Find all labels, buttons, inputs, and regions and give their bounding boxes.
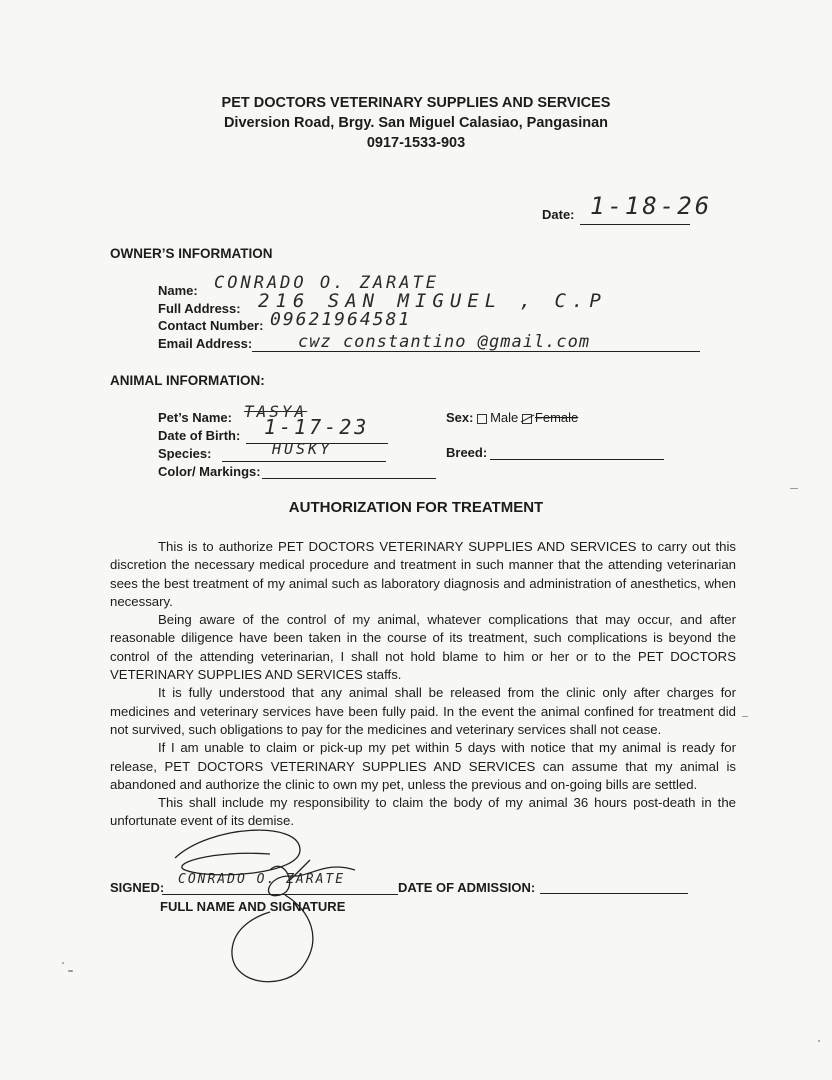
owner-heading: OWNER’S INFORMATION — [110, 246, 273, 261]
breed-line — [490, 459, 664, 460]
paper-speck — [818, 1040, 820, 1042]
signed-label: SIGNED: — [110, 880, 165, 895]
sex-field — [446, 410, 578, 425]
animal-heading: ANIMAL INFORMATION: — [110, 373, 265, 388]
owner-email-value: cwz constantino @gmail.com — [298, 332, 591, 352]
signature-scribble — [150, 820, 410, 1000]
male-checkbox[interactable] — [477, 414, 487, 424]
pet-name-value: TASYA — [244, 402, 308, 421]
signed-value: CONRADO O. ZARATE — [178, 872, 346, 887]
sex-male-label: Male — [490, 410, 519, 425]
sex-female-label: Female — [534, 410, 579, 425]
dob-label: Date of Birth: — [158, 428, 241, 443]
dob-value: 1-17-23 — [264, 415, 370, 439]
paper-speck — [62, 962, 64, 964]
color-label: Color/ Markings: — [158, 464, 261, 479]
sex-label: Sex: — [446, 410, 474, 425]
date-label: Date: — [542, 207, 575, 222]
date-line — [580, 224, 690, 225]
pet-name-label: Pet’s Name: — [158, 410, 232, 425]
owner-address-value: 216 SAN MIGUEL , C.P — [258, 290, 607, 312]
owner-address-label: Full Address: — [158, 301, 241, 316]
owner-email-label: Email Address: — [158, 336, 253, 351]
female-checkbox[interactable] — [522, 414, 532, 424]
business-address: Diversion Road, Brgy. San Miguel Calasiao, Pangasinan — [223, 115, 609, 131]
species-line — [222, 461, 386, 462]
authorization-paragraph: This is to authorize PET DOCTORS VETERINARY SUPPLIES AND SERVICES to carry out this discretion the necessary medical procedure and treatment in such manner that the attending veterinarian sees the best treatment of my animal such as laboratory diagnosis and administration of anesthetics, when necessary. — [110, 539, 736, 609]
full-name-label: FULL NAME AND SIGNATURE — [160, 899, 346, 914]
authorization-body — [110, 538, 736, 831]
owner-name-label: Name: — [158, 283, 198, 298]
owner-contact-label: Contact Number: — [158, 318, 264, 333]
date-value: 1-18-26 — [590, 192, 713, 220]
authorization-paragraph: If I am unable to claim or pick-up my pet within 5 days with notice that my animal is ready for release, PET DOCTORS VETERINARY SUPPLIES AND SERVICES can assume that my animal is abandoned and authorize the clinic to own my pet, unless the previous and on-going bills are settled. — [110, 740, 736, 792]
breed-label: Breed: — [446, 445, 488, 460]
color-line — [262, 478, 436, 479]
owner-contact-value: 09621964581 — [270, 309, 412, 330]
paper-speck — [742, 716, 748, 717]
owner-name-value: CONRADO O. ZARATE — [214, 273, 439, 293]
species-label: Species: — [158, 446, 212, 461]
species-value: HUSKY — [272, 440, 333, 458]
paper-speck — [68, 970, 73, 972]
authorization-paragraph: It is fully understood that any animal shall be released from the clinic only after charges for medicines and veterinary services have been fully paid. In the event the animal confined for treatment did not survived, such obligations to pay for the medicines and veterinary services shall not cease. — [110, 685, 736, 737]
authorization-paragraph: This shall include my responsibility to claim the body of my animal 36 hours post-death in the unfortunate event of its demise. — [110, 795, 736, 829]
paper-speck — [790, 488, 798, 489]
business-name: PET DOCTORS VETERINARY SUPPLIES AND SERVICES — [221, 95, 611, 111]
admission-line — [540, 893, 688, 894]
business-phone: 0917-1533-903 — [366, 135, 466, 151]
authorization-title: AUTHORIZATION FOR TREATMENT — [288, 499, 544, 516]
admission-label: DATE OF ADMISSION: — [398, 880, 536, 895]
authorization-paragraph: Being aware of the control of my animal, whatever complications that may occur, and after reasonable diligence have been taken in the course of its treatment, such complications is beyond the control of the attending veterinarian, I shall not hold blame to him or her or to the PET DOCTORS VETERINARY SUPPLIES AND SERVICES staffs. — [110, 612, 736, 683]
